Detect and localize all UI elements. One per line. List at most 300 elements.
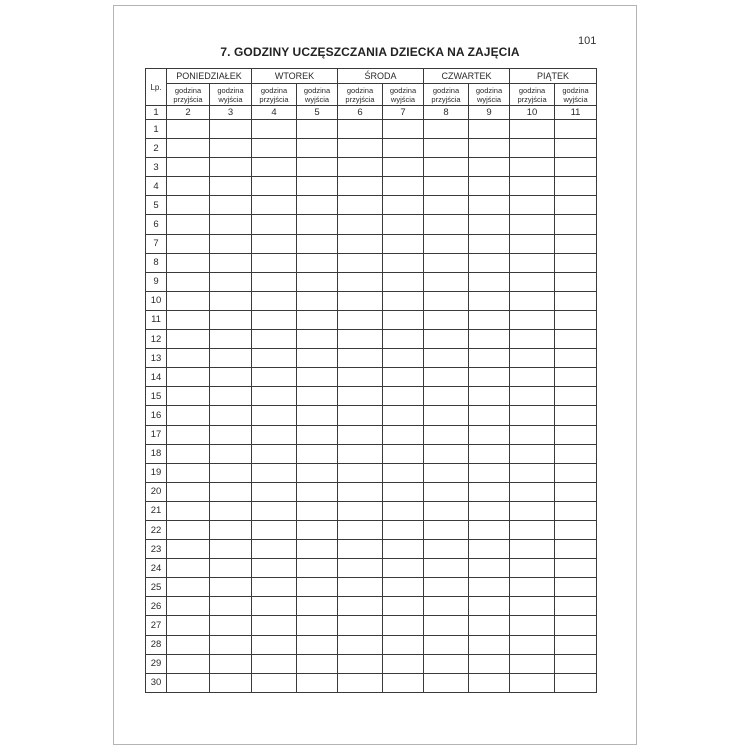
departure-time-cell[interactable] [555,291,597,310]
departure-time-cell[interactable] [297,463,338,482]
departure-time-cell[interactable] [297,597,338,616]
departure-time-cell[interactable] [210,177,252,196]
departure-time-cell[interactable] [555,597,597,616]
departure-time-cell[interactable] [210,463,252,482]
departure-time-cell[interactable] [555,540,597,559]
departure-time-cell[interactable] [210,234,252,253]
departure-time-cell[interactable] [555,253,597,272]
arrival-time-cell[interactable] [424,463,469,482]
departure-time-cell[interactable] [469,177,510,196]
arrival-time-cell[interactable] [252,215,297,234]
departure-time-cell[interactable] [469,444,510,463]
departure-time-cell[interactable] [297,330,338,349]
arrival-time-cell[interactable] [424,234,469,253]
departure-time-cell[interactable] [210,578,252,597]
departure-time-cell[interactable] [469,291,510,310]
departure-time-cell[interactable] [297,158,338,177]
departure-time-cell[interactable] [297,520,338,539]
arrival-time-cell[interactable] [424,520,469,539]
departure-time-cell[interactable] [469,349,510,368]
arrival-time-cell[interactable] [167,501,210,520]
departure-time-cell[interactable] [297,120,338,139]
arrival-time-cell[interactable] [252,177,297,196]
departure-time-cell[interactable] [555,349,597,368]
departure-time-cell[interactable] [383,120,424,139]
arrival-time-cell[interactable] [167,673,210,692]
arrival-time-cell[interactable] [338,139,383,158]
arrival-time-cell[interactable] [424,559,469,578]
arrival-time-cell[interactable] [167,597,210,616]
arrival-time-cell[interactable] [424,482,469,501]
departure-time-cell[interactable] [383,291,424,310]
arrival-time-cell[interactable] [338,310,383,329]
departure-time-cell[interactable] [555,578,597,597]
departure-time-cell[interactable] [297,540,338,559]
arrival-time-cell[interactable] [510,673,555,692]
arrival-time-cell[interactable] [338,540,383,559]
departure-time-cell[interactable] [210,444,252,463]
departure-time-cell[interactable] [383,196,424,215]
departure-time-cell[interactable] [210,387,252,406]
arrival-time-cell[interactable] [167,444,210,463]
departure-time-cell[interactable] [210,482,252,501]
arrival-time-cell[interactable] [167,177,210,196]
departure-time-cell[interactable] [555,635,597,654]
departure-time-cell[interactable] [469,406,510,425]
departure-time-cell[interactable] [555,196,597,215]
arrival-time-cell[interactable] [338,272,383,291]
arrival-time-cell[interactable] [510,463,555,482]
arrival-time-cell[interactable] [167,406,210,425]
arrival-time-cell[interactable] [424,120,469,139]
departure-time-cell[interactable] [383,272,424,291]
departure-time-cell[interactable] [469,196,510,215]
departure-time-cell[interactable] [297,654,338,673]
departure-time-cell[interactable] [210,158,252,177]
arrival-time-cell[interactable] [167,387,210,406]
departure-time-cell[interactable] [383,520,424,539]
departure-time-cell[interactable] [210,349,252,368]
arrival-time-cell[interactable] [424,368,469,387]
arrival-time-cell[interactable] [252,482,297,501]
arrival-time-cell[interactable] [338,177,383,196]
arrival-time-cell[interactable] [338,406,383,425]
arrival-time-cell[interactable] [338,330,383,349]
arrival-time-cell[interactable] [424,635,469,654]
departure-time-cell[interactable] [469,540,510,559]
arrival-time-cell[interactable] [424,272,469,291]
departure-time-cell[interactable] [297,616,338,635]
departure-time-cell[interactable] [555,501,597,520]
departure-time-cell[interactable] [210,520,252,539]
departure-time-cell[interactable] [555,520,597,539]
departure-time-cell[interactable] [383,177,424,196]
departure-time-cell[interactable] [210,196,252,215]
departure-time-cell[interactable] [210,425,252,444]
departure-time-cell[interactable] [210,635,252,654]
arrival-time-cell[interactable] [167,215,210,234]
arrival-time-cell[interactable] [510,654,555,673]
arrival-time-cell[interactable] [510,578,555,597]
arrival-time-cell[interactable] [167,559,210,578]
departure-time-cell[interactable] [297,406,338,425]
departure-time-cell[interactable] [555,406,597,425]
arrival-time-cell[interactable] [338,196,383,215]
arrival-time-cell[interactable] [510,406,555,425]
arrival-time-cell[interactable] [338,120,383,139]
departure-time-cell[interactable] [555,215,597,234]
arrival-time-cell[interactable] [338,463,383,482]
arrival-time-cell[interactable] [510,139,555,158]
arrival-time-cell[interactable] [252,597,297,616]
arrival-time-cell[interactable] [424,139,469,158]
departure-time-cell[interactable] [383,597,424,616]
departure-time-cell[interactable] [297,501,338,520]
arrival-time-cell[interactable] [252,310,297,329]
departure-time-cell[interactable] [469,482,510,501]
departure-time-cell[interactable] [297,635,338,654]
departure-time-cell[interactable] [555,387,597,406]
departure-time-cell[interactable] [555,158,597,177]
departure-time-cell[interactable] [555,310,597,329]
departure-time-cell[interactable] [383,540,424,559]
arrival-time-cell[interactable] [338,387,383,406]
arrival-time-cell[interactable] [167,578,210,597]
departure-time-cell[interactable] [555,654,597,673]
arrival-time-cell[interactable] [338,425,383,444]
arrival-time-cell[interactable] [424,540,469,559]
departure-time-cell[interactable] [383,559,424,578]
departure-time-cell[interactable] [469,425,510,444]
arrival-time-cell[interactable] [510,215,555,234]
arrival-time-cell[interactable] [252,635,297,654]
arrival-time-cell[interactable] [167,253,210,272]
departure-time-cell[interactable] [383,158,424,177]
departure-time-cell[interactable] [469,139,510,158]
departure-time-cell[interactable] [469,234,510,253]
departure-time-cell[interactable] [297,673,338,692]
departure-time-cell[interactable] [555,368,597,387]
departure-time-cell[interactable] [555,463,597,482]
arrival-time-cell[interactable] [510,253,555,272]
arrival-time-cell[interactable] [510,387,555,406]
arrival-time-cell[interactable] [252,368,297,387]
departure-time-cell[interactable] [469,368,510,387]
arrival-time-cell[interactable] [338,158,383,177]
departure-time-cell[interactable] [383,349,424,368]
departure-time-cell[interactable] [383,463,424,482]
departure-time-cell[interactable] [469,597,510,616]
arrival-time-cell[interactable] [252,520,297,539]
departure-time-cell[interactable] [469,616,510,635]
departure-time-cell[interactable] [555,120,597,139]
arrival-time-cell[interactable] [510,158,555,177]
departure-time-cell[interactable] [210,253,252,272]
arrival-time-cell[interactable] [167,272,210,291]
departure-time-cell[interactable] [210,559,252,578]
arrival-time-cell[interactable] [167,139,210,158]
departure-time-cell[interactable] [383,578,424,597]
departure-time-cell[interactable] [383,616,424,635]
arrival-time-cell[interactable] [424,330,469,349]
departure-time-cell[interactable] [383,406,424,425]
departure-time-cell[interactable] [210,120,252,139]
arrival-time-cell[interactable] [252,501,297,520]
departure-time-cell[interactable] [297,387,338,406]
departure-time-cell[interactable] [383,501,424,520]
departure-time-cell[interactable] [210,501,252,520]
departure-time-cell[interactable] [555,559,597,578]
arrival-time-cell[interactable] [510,368,555,387]
departure-time-cell[interactable] [555,234,597,253]
arrival-time-cell[interactable] [338,673,383,692]
arrival-time-cell[interactable] [338,482,383,501]
departure-time-cell[interactable] [469,120,510,139]
departure-time-cell[interactable] [210,597,252,616]
arrival-time-cell[interactable] [424,616,469,635]
arrival-time-cell[interactable] [424,501,469,520]
arrival-time-cell[interactable] [252,158,297,177]
arrival-time-cell[interactable] [510,520,555,539]
departure-time-cell[interactable] [383,330,424,349]
departure-time-cell[interactable] [210,540,252,559]
arrival-time-cell[interactable] [510,310,555,329]
arrival-time-cell[interactable] [510,177,555,196]
arrival-time-cell[interactable] [510,559,555,578]
arrival-time-cell[interactable] [252,349,297,368]
arrival-time-cell[interactable] [167,635,210,654]
departure-time-cell[interactable] [297,234,338,253]
arrival-time-cell[interactable] [167,349,210,368]
departure-time-cell[interactable] [383,368,424,387]
arrival-time-cell[interactable] [252,387,297,406]
arrival-time-cell[interactable] [252,406,297,425]
departure-time-cell[interactable] [297,368,338,387]
arrival-time-cell[interactable] [424,654,469,673]
arrival-time-cell[interactable] [252,444,297,463]
arrival-time-cell[interactable] [424,425,469,444]
departure-time-cell[interactable] [555,444,597,463]
arrival-time-cell[interactable] [510,482,555,501]
arrival-time-cell[interactable] [338,291,383,310]
arrival-time-cell[interactable] [510,540,555,559]
departure-time-cell[interactable] [383,253,424,272]
arrival-time-cell[interactable] [167,310,210,329]
arrival-time-cell[interactable] [510,635,555,654]
arrival-time-cell[interactable] [252,540,297,559]
departure-time-cell[interactable] [383,139,424,158]
arrival-time-cell[interactable] [338,253,383,272]
departure-time-cell[interactable] [555,673,597,692]
arrival-time-cell[interactable] [252,654,297,673]
arrival-time-cell[interactable] [167,616,210,635]
departure-time-cell[interactable] [555,330,597,349]
arrival-time-cell[interactable] [167,654,210,673]
arrival-time-cell[interactable] [252,578,297,597]
arrival-time-cell[interactable] [510,234,555,253]
arrival-time-cell[interactable] [167,463,210,482]
departure-time-cell[interactable] [383,234,424,253]
arrival-time-cell[interactable] [252,425,297,444]
departure-time-cell[interactable] [297,425,338,444]
departure-time-cell[interactable] [297,272,338,291]
arrival-time-cell[interactable] [510,444,555,463]
arrival-time-cell[interactable] [424,291,469,310]
arrival-time-cell[interactable] [167,330,210,349]
departure-time-cell[interactable] [383,635,424,654]
arrival-time-cell[interactable] [252,616,297,635]
arrival-time-cell[interactable] [338,234,383,253]
arrival-time-cell[interactable] [424,387,469,406]
arrival-time-cell[interactable] [252,291,297,310]
departure-time-cell[interactable] [469,463,510,482]
arrival-time-cell[interactable] [252,139,297,158]
departure-time-cell[interactable] [383,444,424,463]
departure-time-cell[interactable] [555,272,597,291]
departure-time-cell[interactable] [469,387,510,406]
arrival-time-cell[interactable] [424,406,469,425]
departure-time-cell[interactable] [469,158,510,177]
arrival-time-cell[interactable] [338,444,383,463]
arrival-time-cell[interactable] [510,330,555,349]
departure-time-cell[interactable] [210,139,252,158]
arrival-time-cell[interactable] [167,234,210,253]
arrival-time-cell[interactable] [252,330,297,349]
departure-time-cell[interactable] [383,387,424,406]
arrival-time-cell[interactable] [510,616,555,635]
departure-time-cell[interactable] [555,425,597,444]
departure-time-cell[interactable] [383,310,424,329]
arrival-time-cell[interactable] [510,272,555,291]
arrival-time-cell[interactable] [510,597,555,616]
departure-time-cell[interactable] [210,406,252,425]
departure-time-cell[interactable] [297,291,338,310]
arrival-time-cell[interactable] [424,578,469,597]
departure-time-cell[interactable] [383,425,424,444]
departure-time-cell[interactable] [210,368,252,387]
departure-time-cell[interactable] [469,578,510,597]
arrival-time-cell[interactable] [510,349,555,368]
departure-time-cell[interactable] [297,444,338,463]
departure-time-cell[interactable] [210,654,252,673]
departure-time-cell[interactable] [297,253,338,272]
arrival-time-cell[interactable] [338,654,383,673]
departure-time-cell[interactable] [469,559,510,578]
departure-time-cell[interactable] [555,482,597,501]
departure-time-cell[interactable] [469,520,510,539]
arrival-time-cell[interactable] [338,215,383,234]
arrival-time-cell[interactable] [167,520,210,539]
departure-time-cell[interactable] [210,310,252,329]
arrival-time-cell[interactable] [424,253,469,272]
departure-time-cell[interactable] [469,253,510,272]
departure-time-cell[interactable] [555,616,597,635]
arrival-time-cell[interactable] [167,196,210,215]
departure-time-cell[interactable] [297,139,338,158]
arrival-time-cell[interactable] [424,177,469,196]
arrival-time-cell[interactable] [167,482,210,501]
arrival-time-cell[interactable] [510,501,555,520]
arrival-time-cell[interactable] [338,559,383,578]
departure-time-cell[interactable] [555,177,597,196]
arrival-time-cell[interactable] [424,597,469,616]
arrival-time-cell[interactable] [167,425,210,444]
arrival-time-cell[interactable] [424,215,469,234]
departure-time-cell[interactable] [210,330,252,349]
arrival-time-cell[interactable] [167,158,210,177]
arrival-time-cell[interactable] [338,597,383,616]
departure-time-cell[interactable] [297,215,338,234]
arrival-time-cell[interactable] [338,368,383,387]
departure-time-cell[interactable] [469,330,510,349]
departure-time-cell[interactable] [210,616,252,635]
arrival-time-cell[interactable] [424,444,469,463]
arrival-time-cell[interactable] [510,196,555,215]
departure-time-cell[interactable] [469,635,510,654]
arrival-time-cell[interactable] [167,291,210,310]
arrival-time-cell[interactable] [252,253,297,272]
departure-time-cell[interactable] [469,272,510,291]
departure-time-cell[interactable] [297,349,338,368]
departure-time-cell[interactable] [297,310,338,329]
departure-time-cell[interactable] [469,215,510,234]
departure-time-cell[interactable] [210,215,252,234]
arrival-time-cell[interactable] [510,425,555,444]
arrival-time-cell[interactable] [252,559,297,578]
arrival-time-cell[interactable] [252,120,297,139]
departure-time-cell[interactable] [469,673,510,692]
departure-time-cell[interactable] [383,673,424,692]
departure-time-cell[interactable] [297,177,338,196]
departure-time-cell[interactable] [297,578,338,597]
arrival-time-cell[interactable] [510,120,555,139]
departure-time-cell[interactable] [383,215,424,234]
arrival-time-cell[interactable] [424,158,469,177]
departure-time-cell[interactable] [210,272,252,291]
arrival-time-cell[interactable] [338,578,383,597]
arrival-time-cell[interactable] [338,349,383,368]
departure-time-cell[interactable] [555,139,597,158]
arrival-time-cell[interactable] [510,291,555,310]
arrival-time-cell[interactable] [424,673,469,692]
departure-time-cell[interactable] [210,291,252,310]
arrival-time-cell[interactable] [338,520,383,539]
departure-time-cell[interactable] [469,310,510,329]
arrival-time-cell[interactable] [252,463,297,482]
arrival-time-cell[interactable] [338,501,383,520]
arrival-time-cell[interactable] [338,635,383,654]
departure-time-cell[interactable] [297,559,338,578]
arrival-time-cell[interactable] [252,234,297,253]
departure-time-cell[interactable] [469,501,510,520]
departure-time-cell[interactable] [210,673,252,692]
departure-time-cell[interactable] [383,654,424,673]
arrival-time-cell[interactable] [167,540,210,559]
arrival-time-cell[interactable] [424,196,469,215]
arrival-time-cell[interactable] [252,673,297,692]
arrival-time-cell[interactable] [167,120,210,139]
departure-time-cell[interactable] [383,482,424,501]
arrival-time-cell[interactable] [167,368,210,387]
arrival-time-cell[interactable] [338,616,383,635]
departure-time-cell[interactable] [297,196,338,215]
arrival-time-cell[interactable] [252,196,297,215]
departure-time-cell[interactable] [469,654,510,673]
arrival-time-cell[interactable] [424,349,469,368]
arrival-time-cell[interactable] [252,272,297,291]
arrival-time-cell[interactable] [424,310,469,329]
departure-time-cell[interactable] [297,482,338,501]
